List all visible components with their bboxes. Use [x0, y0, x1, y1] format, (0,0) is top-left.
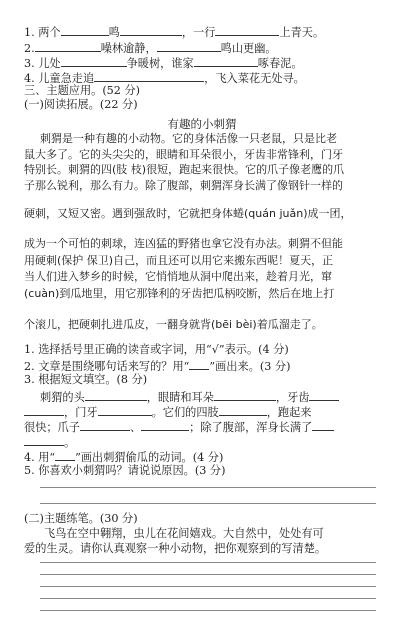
q3-text: 、 [129, 421, 142, 434]
q1-text-a: 1. 两个 [24, 26, 61, 39]
question-line-2 [24, 40, 277, 56]
blank[interactable] [312, 419, 334, 431]
q2-suffix: ”画出来。(3 分) [209, 360, 291, 373]
q3-text: 很快；爪子 [24, 421, 80, 434]
q4-text-a: 4. 儿童急走追 [24, 72, 95, 85]
q3-fill-line-4 [24, 434, 75, 450]
passage-line: 成为一个可怕的刺球，连凶猛的野猪也拿它没有办法。刺猬不但能 [24, 237, 343, 250]
blank[interactable] [94, 70, 204, 82]
question-line-1 [24, 24, 324, 40]
writing-line[interactable] [40, 574, 376, 575]
question-2 [24, 358, 290, 374]
q3-fill-line-2 [24, 404, 311, 420]
q2-text-c: 鸣山更幽。 [220, 42, 277, 55]
q3-text: ，门牙 [64, 406, 98, 419]
passage-line: 个滚儿，把硬刺扎进瓜皮，一翻身就背(bēi bèi)着瓜溜走了。 [24, 318, 323, 331]
q1-text-b: 鸣 [108, 26, 120, 39]
blank[interactable] [309, 389, 339, 401]
q4-prefix: 4. 用“ [24, 451, 56, 464]
passage-line: (cuàn)到瓜地里，用它那锋利的牙齿把瓜柄咬断，然后在地上打 [24, 287, 335, 300]
q3-text: 刺猬的头 [40, 391, 85, 404]
blank[interactable] [219, 404, 267, 416]
blank[interactable] [215, 24, 279, 36]
q3-text-c: 啄春泥。 [257, 57, 303, 70]
blank[interactable] [35, 40, 101, 52]
writing-line[interactable] [40, 610, 376, 611]
writing-line[interactable] [40, 562, 376, 563]
section-heading: 三、主题应用。(52 分) [24, 84, 141, 97]
q3-text: ，眼睛和耳朵 [146, 391, 214, 404]
q3-fill-line-1 [40, 389, 339, 405]
q3-text: ；除了腹部，浑身长满了 [189, 421, 313, 434]
passage-line: 特别长。刺猬的四(肢 枝)很短，跑起来很快。它的爪子像老鹰的爪 [24, 163, 345, 176]
q3-text: 。它们的四肢 [151, 406, 219, 419]
passage-title: 有趣的小刺猬 [167, 117, 237, 131]
q3-text: 。 [64, 436, 76, 449]
question-1: 1. 选择括号里正确的读音或字词，用“√”表示。(4 分) [24, 343, 289, 356]
question-5: 5. 你喜欢小刺猬吗？请说说原因。(3 分) [24, 464, 226, 477]
prompt-line-1: 飞鸟在空中翱翔，虫儿在花间嬉戏。大自然中，处处有可 [44, 527, 324, 540]
passage-line: 子那么锐利，那么有力。除了腹部，刺猬浑身长满了像钢针一样的 [24, 179, 343, 192]
q2-text-a: 2. [24, 42, 35, 55]
q1-text-d: 上青天。 [279, 26, 325, 39]
answer-line[interactable] [40, 487, 376, 488]
passage-line: 当人们进入梦乡的时候，它悄悄地从洞中爬出来，趁着月光，窜 [24, 270, 332, 283]
writing-line[interactable] [40, 586, 376, 587]
q2-prefix: 2. 文章是围绕哪句话来写的？用“ [24, 360, 190, 373]
blank[interactable] [98, 404, 152, 416]
underline-mark [189, 358, 209, 370]
blank[interactable] [120, 24, 182, 36]
part1-heading: (一)阅读拓展。(22 分) [24, 98, 138, 111]
passage-line: 鼠大多了。它的头尖尖的，眼睛和耳朵很小，牙齿非常锋利，门牙 [24, 148, 343, 161]
blank[interactable] [141, 419, 189, 431]
passage-line: 用硬刺(保护 保卫)自己，而且还可以用它来搬东西呢！夏天，正 [24, 254, 334, 267]
passage-line: 硬刺，又短又密。遇到强敌时，它就把身体蜷(quán juǎn)成一团， [24, 207, 352, 220]
passage-line: 刺猬是一种有趣的小动物。它的身体活像一只老鼠，只是比老 [40, 132, 337, 145]
q2-text-b: 噪林逾静， [100, 42, 157, 55]
blank[interactable] [24, 404, 64, 416]
blank[interactable] [194, 55, 258, 67]
prompt-line-2: 爱的生灵。请你认真观察一种小动物，把你观察到的写清楚。 [24, 542, 327, 555]
q4-text-b: ，飞入菜花无处寻。 [204, 72, 305, 85]
q3-fill-line-3 [24, 419, 334, 435]
blank[interactable] [61, 55, 127, 67]
writing-line[interactable] [40, 598, 376, 599]
blank[interactable] [85, 389, 147, 401]
blank[interactable] [80, 419, 130, 431]
question-3: 3. 根据短文填空。(8 分) [24, 373, 148, 386]
q3-text-a: 3. 儿处 [24, 57, 61, 70]
q4-suffix: ”画出刺猬偷瓜的动词。(4 分) [75, 451, 224, 464]
question-line-3 [24, 55, 303, 71]
q3-text-b: 争暖树，谁家 [126, 57, 194, 70]
underline-mark [55, 449, 75, 461]
question-4 [24, 449, 223, 465]
blank[interactable] [61, 24, 109, 36]
part2-heading: (二)主题练笔。(30 分) [24, 512, 138, 525]
q3-text: ，牙齿 [275, 391, 310, 404]
answer-line[interactable] [40, 503, 376, 504]
blank[interactable] [214, 389, 276, 401]
blank[interactable] [157, 40, 221, 52]
q1-text-c: ，一行 [181, 26, 216, 39]
q3-text: ，跑起来 [266, 406, 312, 419]
blank[interactable] [24, 434, 64, 446]
